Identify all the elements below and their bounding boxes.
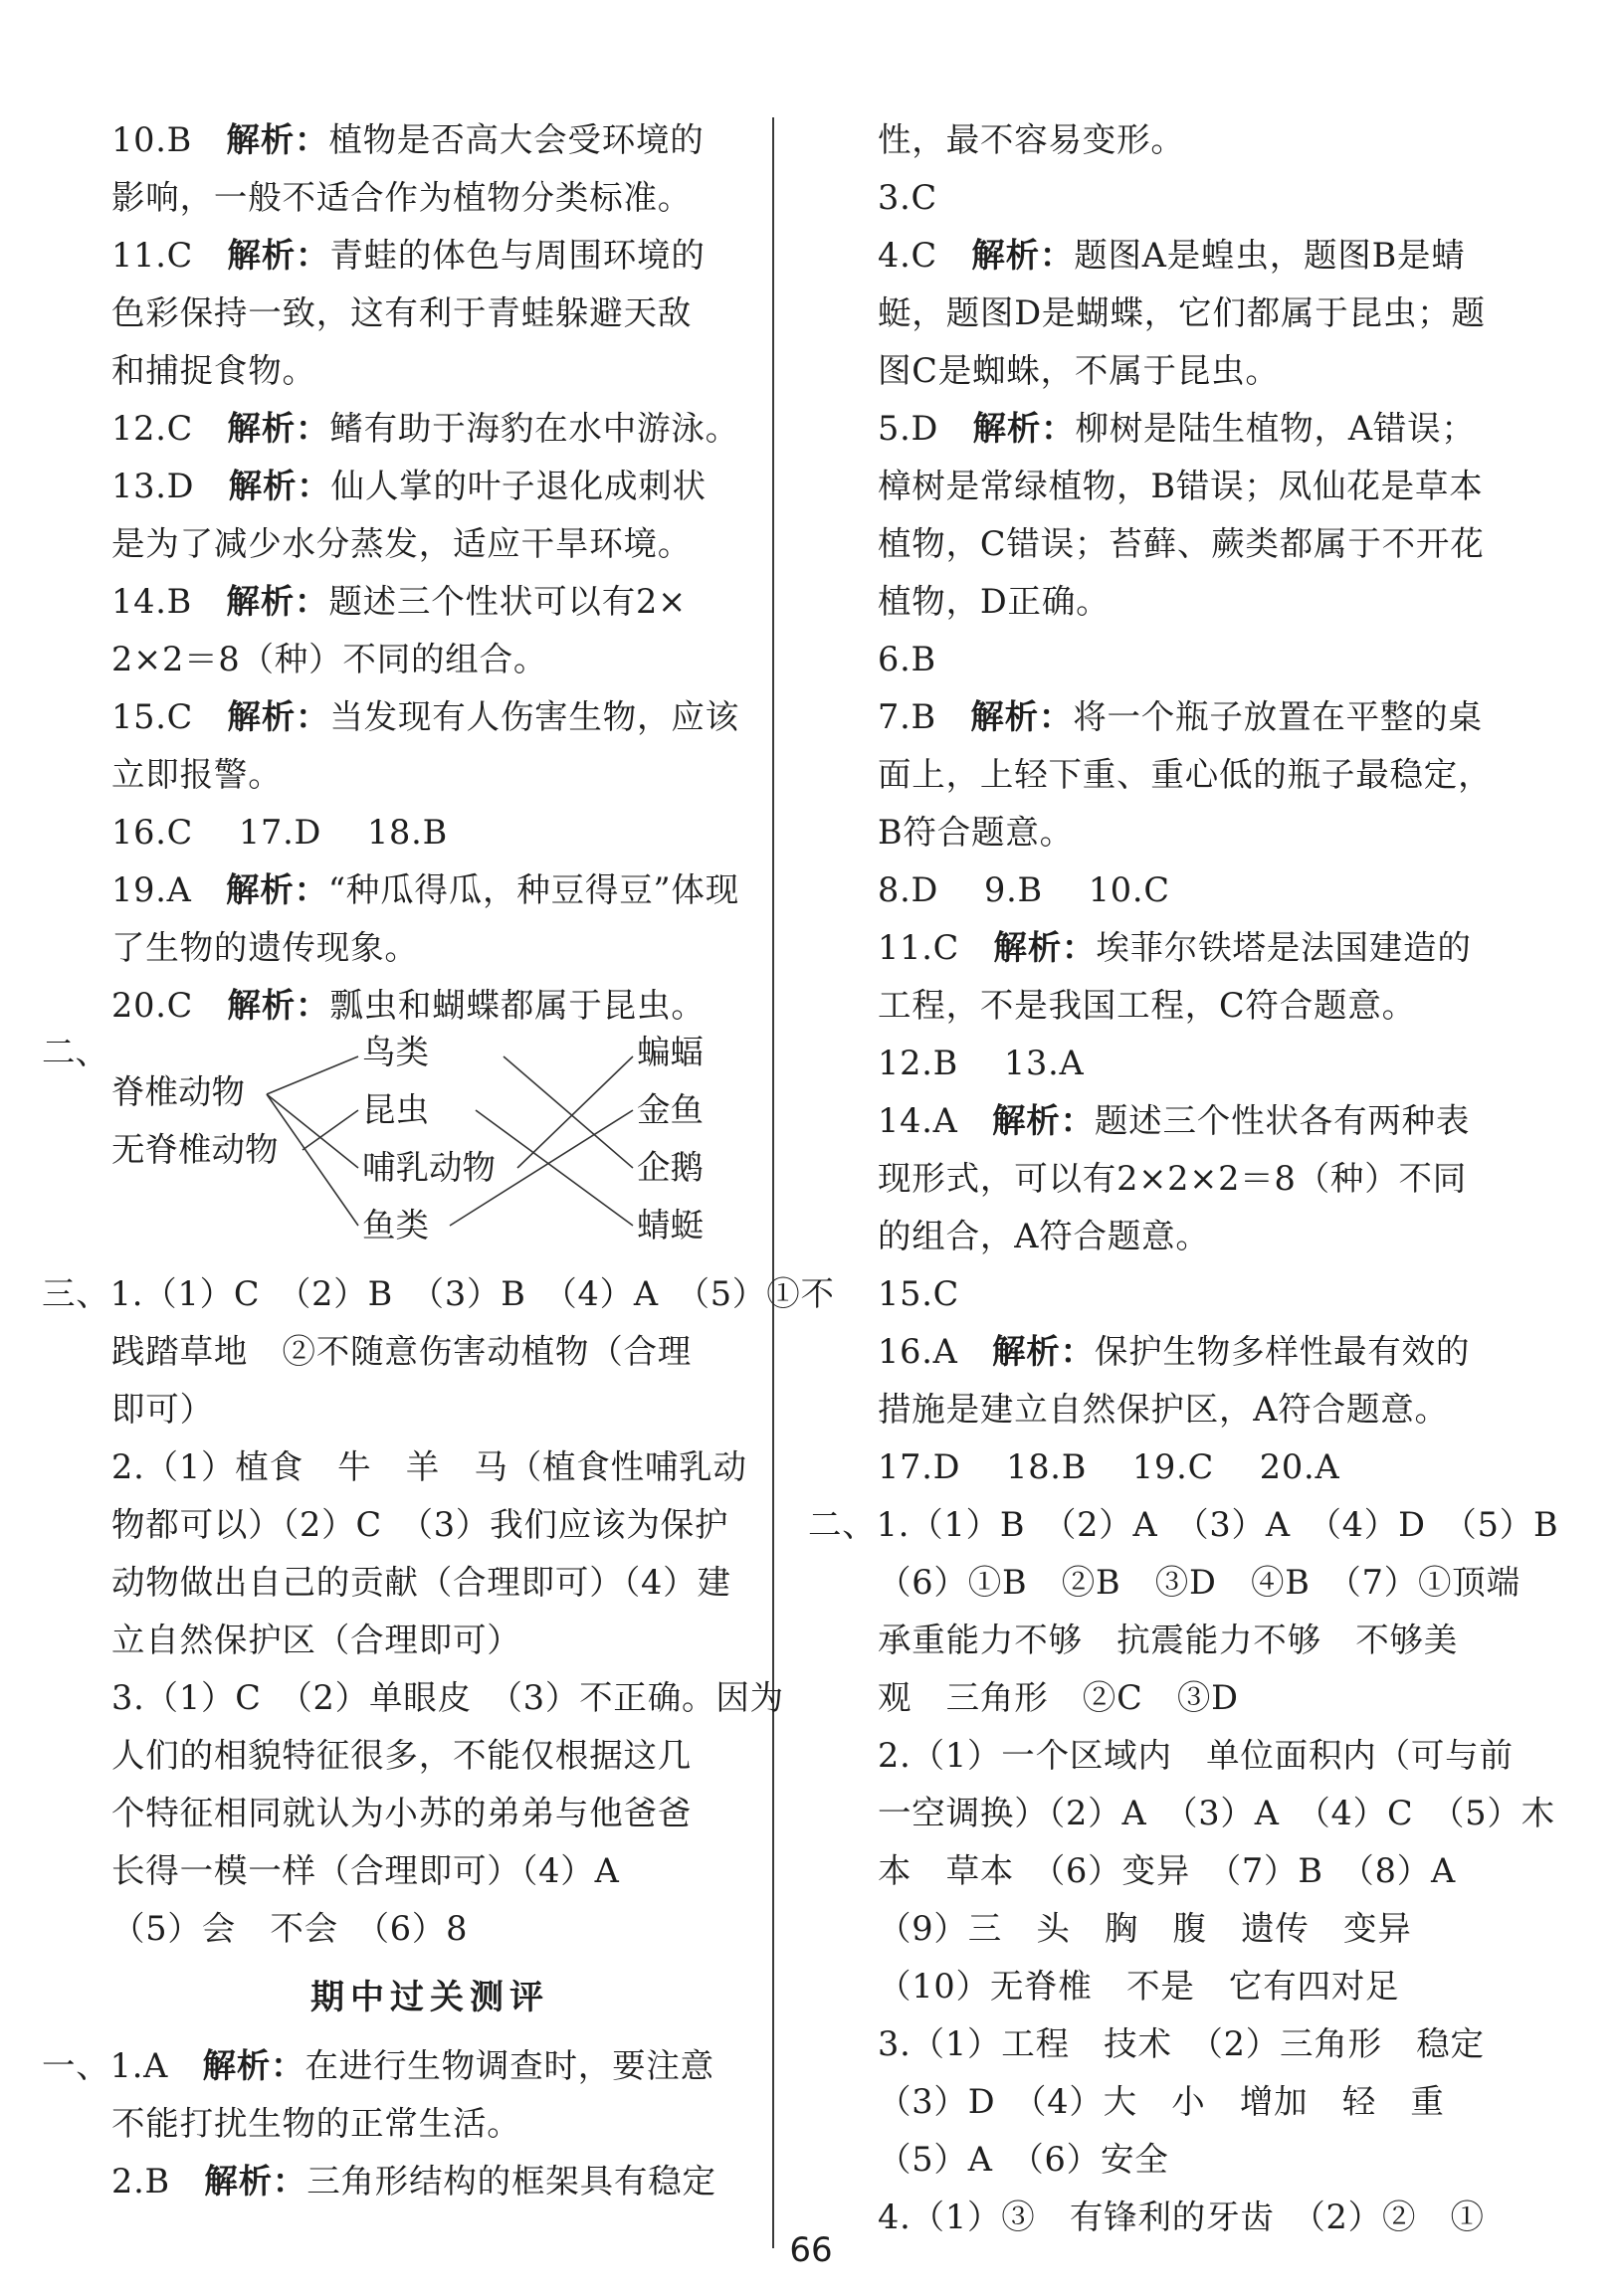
answer-key: 2.（1）植食 牛 羊 马（植食性哺乳动 — [111, 1447, 747, 1486]
answer-key: 16.A — [878, 1332, 992, 1371]
answer-key: 14.B — [111, 582, 227, 621]
text-line — [42, 1265, 835, 1323]
text-line — [111, 573, 748, 631]
text-line — [878, 746, 1505, 804]
text-line — [878, 1612, 1505, 1669]
explanation-text: 和捕捉食物。 — [111, 351, 316, 390]
text-line — [878, 458, 1505, 515]
answer-key: 10.B — [111, 120, 227, 159]
explanation-text: 青蛙的体色与周围环境的 — [329, 236, 706, 275]
text-line — [878, 111, 1505, 169]
answer-key: 一空调换）（2）A （3）A （4）C （5）木 — [878, 1794, 1555, 1832]
text-line — [111, 1900, 748, 1958]
text-line — [111, 1669, 784, 1727]
text-line — [878, 1958, 1505, 2015]
explanation-text: 性，最不容易变形。 — [878, 120, 1185, 159]
analysis-label: 解析： — [226, 582, 329, 621]
answer-key: 动物做出自己的贡献（合理即可）（4）建 — [111, 1563, 731, 1602]
answer-key: 7.B — [878, 697, 971, 736]
match-mid-fish: 鱼类 — [362, 1206, 429, 1244]
text-line — [878, 2073, 1505, 2131]
analysis-label: 解析： — [204, 2162, 307, 2200]
answer-key: 立自然保护区（合理即可） — [111, 1621, 521, 1659]
answer-key: 15.C — [111, 697, 228, 736]
text-line — [111, 1785, 748, 1842]
section-title: 期中过关测评 — [310, 1978, 549, 2017]
text-line — [111, 1438, 748, 1496]
explanation-text: 立即报警。 — [111, 755, 283, 794]
match-mid-insect: 昆虫 — [362, 1090, 429, 1129]
answer-key: 8.D 9.B 10.C — [878, 870, 1170, 909]
explanation-text: 的组合，A符合题意。 — [878, 1217, 1210, 1255]
text-line — [878, 688, 1505, 746]
answer-key: （10）无脊椎 不是 它有四对足 — [878, 1967, 1400, 2006]
analysis-label: 解析： — [991, 1332, 1095, 1371]
analysis-label: 解析： — [227, 986, 330, 1025]
explanation-text: 措施是建立自然保护区，A符合题意。 — [878, 1390, 1449, 1429]
explanation-text: 保护生物多样性最有效的 — [1094, 1332, 1471, 1371]
explanation-text: 题述三个性状各有两种表 — [1094, 1101, 1471, 1140]
column-divider — [772, 117, 774, 2248]
answer-key: 20.C — [111, 986, 228, 1025]
text-line — [111, 1554, 748, 1612]
text-line — [878, 1092, 1505, 1150]
answer-key: 4.（1）③ 有锋利的牙齿 （2）② ① — [878, 2198, 1485, 2236]
answer-key: 11.C — [878, 928, 994, 967]
text-line — [878, 1381, 1505, 1438]
answer-key: 19.A — [111, 870, 226, 909]
answer-key: （3）D （4）大 小 增加 轻 重 — [878, 2082, 1445, 2121]
answer-key: 13.D — [111, 467, 229, 505]
answer-key: 三、1.（1）C （2）B （3）B （4）A （5）①不 — [42, 1274, 835, 1313]
answer-key: 本 草本 （6）变异 （7）B （8）A — [878, 1851, 1457, 1890]
text-line — [111, 2153, 748, 2210]
match-mid-mammal: 哺乳动物 — [362, 1148, 496, 1187]
line-vertebrate-mammal — [267, 1094, 358, 1168]
text-line — [111, 169, 748, 227]
text-line — [111, 1727, 748, 1785]
text-line — [878, 631, 1505, 688]
analysis-label: 解析： — [227, 697, 330, 736]
text-line — [878, 919, 1505, 977]
analysis-label: 解析： — [227, 409, 330, 448]
text-line — [111, 227, 748, 285]
analysis-label: 解析： — [226, 120, 329, 159]
text-line — [111, 111, 748, 169]
answer-key: （5）会 不会 （6）8 — [111, 1909, 469, 1948]
explanation-text: 题述三个性状可以有2× — [328, 582, 687, 621]
matching-diagram — [42, 1035, 738, 1265]
line-insect-dragonfly — [476, 1110, 633, 1226]
text-line — [878, 1900, 1505, 1958]
explanation-text: 三角形结构的框架具有稳定 — [306, 2162, 716, 2200]
answer-key: 16.C 17.D 18.B — [111, 813, 449, 852]
answer-key: 承重能力不够 抗震能力不够 不够美 — [878, 1621, 1459, 1659]
matching-lines — [42, 1035, 738, 1265]
text-line — [878, 169, 1505, 227]
text-line — [878, 227, 1505, 285]
match-right-goldfish: 金鱼 — [637, 1090, 704, 1129]
answer-key: （9）三 头 胸 腹 遗传 变异 — [878, 1909, 1412, 1948]
match-left-vertebrate: 脊椎动物 — [111, 1072, 245, 1111]
answer-key: 个特征相同就认为小苏的弟弟与他爸爸 — [111, 1794, 693, 1832]
answer-key: 3.（1）C （2）单眼皮 （3）不正确。因为 — [111, 1678, 784, 1717]
answer-key: 3.（1）工程 技术 （2）三角形 稳定 — [878, 2024, 1485, 2063]
answer-key: 2.（1）一个区域内 单位面积内（可与前 — [878, 1736, 1514, 1775]
text-line — [111, 400, 748, 458]
text-line — [878, 515, 1505, 573]
answers-block-3 — [42, 1265, 835, 1958]
text-line — [878, 1842, 1505, 1900]
answer-key: 4.C — [878, 236, 972, 275]
match-right-bat: 蝙蝠 — [637, 1033, 704, 1071]
explanation-text: 了生物的遗传现象。 — [111, 928, 419, 967]
text-line — [111, 342, 748, 400]
explanation-text: 是为了减少水分蒸发，适应干旱环境。 — [111, 524, 693, 563]
answer-key: 14.A — [878, 1101, 992, 1140]
text-line — [878, 1785, 1555, 1842]
left-column — [42, 111, 835, 2210]
text-line — [878, 573, 1505, 631]
answer-key: 12.C — [111, 409, 228, 448]
explanation-text: 图C是蜘蛛，不属于昆虫。 — [878, 351, 1280, 390]
line-vertebrate-bird — [267, 1056, 358, 1094]
text-line — [111, 285, 748, 342]
text-line — [878, 1323, 1505, 1381]
answer-key: 观 三角形 ②C ③D — [878, 1678, 1239, 1717]
text-line — [111, 1381, 748, 1438]
text-line — [111, 804, 748, 861]
answer-key: 6.B — [878, 640, 936, 678]
explanation-text: 樟树是常绿植物，B错误；凤仙花是草本 — [878, 467, 1484, 505]
explanation-text: 影响，一般不适合作为植物分类标准。 — [111, 178, 693, 217]
text-line — [111, 977, 748, 1035]
text-line — [878, 400, 1505, 458]
text-line — [878, 861, 1505, 919]
answer-key: 12.B 13.A — [878, 1044, 1085, 1082]
text-line — [878, 1727, 1514, 1785]
match-right-penguin: 企鹅 — [637, 1148, 704, 1187]
text-line — [111, 919, 748, 977]
text-line — [111, 746, 748, 804]
text-line — [111, 1496, 748, 1554]
text-line — [111, 1842, 748, 1900]
answer-key: 二、1.（1）B （2）A （3）A （4）D （5）B — [808, 1505, 1559, 1544]
answer-key: 5.D — [878, 409, 973, 448]
text-line — [878, 285, 1505, 342]
explanation-text: 瓢虫和蝴蝶都属于昆虫。 — [329, 986, 706, 1025]
analysis-label: 解析： — [202, 2046, 305, 2085]
explanation-text: 柳树是陆生植物，A错误； — [1075, 409, 1476, 448]
text-line — [111, 515, 748, 573]
answer-key: 一、1.A — [42, 2046, 203, 2085]
text-line — [878, 1438, 1505, 1496]
analysis-label: 解析： — [971, 236, 1075, 275]
answer-key: 践踏草地 ②不随意伤害动植物（合理 — [111, 1332, 693, 1371]
text-line — [878, 804, 1505, 861]
explanation-text: 埃菲尔铁塔是法国建造的 — [1096, 928, 1472, 967]
explanation-text: 植物，D正确。 — [878, 582, 1111, 621]
answers-block-right — [808, 111, 1559, 2246]
line-vertebrate-fish — [267, 1094, 358, 1226]
explanation-text: 鳍有助于海豹在水中游泳。 — [329, 409, 739, 448]
text-line — [111, 1612, 748, 1669]
text-line — [111, 2095, 748, 2153]
matching-section-label: 二、 — [42, 1033, 108, 1071]
explanation-text: 植物，C错误；苔藓、蕨类都属于不开花 — [878, 524, 1485, 563]
line-mammal-bat — [517, 1056, 633, 1168]
text-line — [878, 2015, 1505, 2073]
answers-block-1 — [111, 111, 748, 1035]
analysis-label: 解析： — [991, 1101, 1095, 1140]
explanation-text: 植物是否高大会受环境的 — [328, 120, 705, 159]
answer-key: 即可） — [111, 1390, 214, 1429]
explanation-text: 蜓，题图D是蝴蝶，它们都属于昆虫；题 — [878, 293, 1486, 332]
text-line — [111, 458, 748, 515]
explanation-text: 2×2＝8（种）不同的组合。 — [111, 640, 548, 678]
text-line — [878, 1035, 1505, 1092]
right-column — [808, 111, 1559, 2246]
analysis-label: 解析： — [225, 870, 328, 909]
match-mid-bird: 鸟类 — [362, 1033, 429, 1071]
answer-key: （5）A （6）安全 — [878, 2140, 1169, 2179]
explanation-text: 面上，上轻下重、重心低的瓶子最稳定， — [878, 755, 1493, 794]
page-number: 66 — [789, 2230, 833, 2270]
text-line — [878, 1208, 1505, 1265]
explanation-text: B符合题意。 — [878, 813, 1074, 852]
answer-key: 长得一模一样（合理即可）（4）A — [111, 1851, 620, 1890]
analysis-label: 解析： — [228, 467, 331, 505]
text-line — [111, 861, 748, 919]
explanation-text: 将一个瓶子放置在平整的桌 — [1073, 697, 1483, 736]
explanation-text: 题图A是蝗虫，题图B是蜻 — [1074, 236, 1466, 275]
text-line — [808, 1496, 1559, 1554]
answer-key: 17.D 18.B 19.C 20.A — [878, 1447, 1340, 1486]
analysis-label: 解析： — [227, 236, 330, 275]
text-line — [878, 342, 1505, 400]
text-line — [878, 1150, 1505, 1208]
answer-key: （6）①B ②B ③D ④B （7）①顶端 — [878, 1563, 1521, 1602]
analysis-label: 解析： — [972, 409, 1076, 448]
text-line — [878, 1669, 1505, 1727]
match-right-dragonfly: 蜻蜓 — [637, 1206, 704, 1244]
analysis-label: 解析： — [970, 697, 1074, 736]
explanation-text: “种瓜得瓜，种豆得豆”体现 — [327, 870, 740, 909]
explanation-text: 在进行生物调查时，要注意 — [304, 2046, 714, 2085]
text-line — [878, 2131, 1505, 2189]
answer-key: 15.C — [878, 1274, 960, 1313]
explanation-text: 色彩保持一致，这有利于青蛙躲避天敌 — [111, 293, 693, 332]
line-fish-goldfish — [450, 1110, 633, 1226]
answers-block-midterm — [42, 2037, 748, 2210]
answer-key: 物都可以）（2）C （3）我们应该为保护 — [111, 1505, 729, 1544]
text-line — [111, 688, 748, 746]
answer-key: 11.C — [111, 236, 228, 275]
explanation-text: 不能打扰生物的正常生活。 — [111, 2104, 521, 2143]
analysis-label: 解析： — [993, 928, 1097, 967]
explanation-text: 现形式，可以有2×2×2＝8（种）不同 — [878, 1159, 1468, 1198]
answer-key: 3.C — [878, 178, 937, 217]
explanation-text: 仙人掌的叶子退化成刺状 — [330, 467, 707, 505]
text-line — [878, 1265, 1505, 1323]
answer-key: 2.B — [111, 2162, 205, 2200]
text-line — [42, 2037, 748, 2095]
answer-key: 人们的相貌特征很多，不能仅根据这几 — [111, 1736, 693, 1775]
match-left-invertebrate: 无脊椎动物 — [111, 1130, 279, 1169]
text-line — [878, 1554, 1521, 1612]
explanation-text: 工程，不是我国工程，C符合题意。 — [878, 986, 1416, 1025]
text-line — [111, 1323, 748, 1381]
text-line — [878, 977, 1505, 1035]
text-line — [111, 631, 748, 688]
explanation-text: 当发现有人伤害生物，应该 — [329, 697, 739, 736]
